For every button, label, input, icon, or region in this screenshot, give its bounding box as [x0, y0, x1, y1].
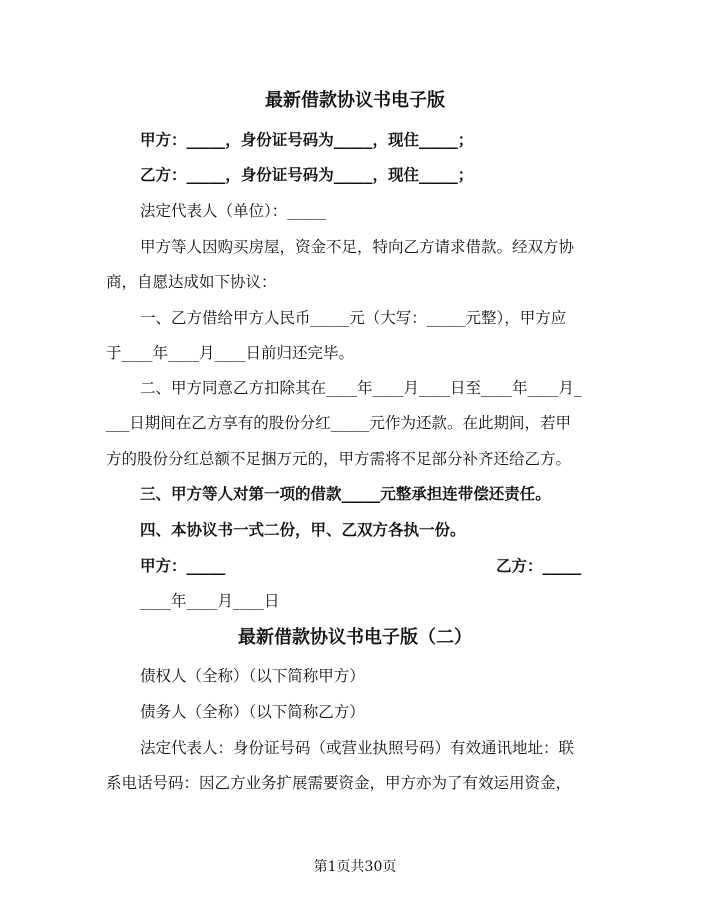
signature-party-a: 甲方：_____: [140, 556, 226, 575]
creditor-line: 债权人（全称）（以下简称甲方）: [140, 667, 365, 685]
section2-legal-line2: 系电话号码：因乙方业务扩展需要资金，甲方亦为了有效运用资金，: [106, 774, 572, 792]
intro-paragraph-line1: 甲方等人因购买房屋，资金不足，特向乙方请求借款。经双方协: [140, 238, 575, 256]
section2-title: 最新借款协议书电子版（二）: [238, 627, 472, 648]
debtor-line: 债务人（全称）（以下简称乙方）: [140, 703, 365, 721]
clause2-line3: 方的股份分红总额不足捆万元的，甲方需将不足部分补齐还给乙方。: [106, 450, 572, 468]
section2-legal-line1: 法定代表人：身份证号码（或营业执照号码）有效通讯地址：联: [140, 739, 575, 757]
section1-title: 最新借款协议书电子版: [265, 90, 445, 111]
intro-paragraph-line2: 商，自愿达成如下协议：: [106, 273, 277, 291]
legal-representative-line: 法定代表人（单位）：_____: [140, 202, 327, 220]
page-number-footer: 第1页共30页: [313, 859, 397, 875]
signature-party-b: 乙方：_____: [496, 556, 582, 575]
signature-date: ____年____月____日: [140, 592, 280, 610]
clause2-line2: ___日期间在乙方享有的股份分红_____元作为还款。在此期间，若甲: [106, 414, 572, 432]
clause2-line1: 二、甲方同意乙方扣除其在____年____月____日至____年____月_: [140, 379, 582, 397]
clause1-line1: 一、乙方借给甲方人民币_____元（大写：_____元整），甲方应: [140, 309, 567, 327]
clause4-line: 四、本协议书一式二份，甲、乙双方各执一份。: [140, 520, 466, 539]
clause1-line2: 于____年____月____日前归还完毕。: [106, 344, 355, 362]
party-a-line: 甲方：_____，身份证号码为_____，现住_____；: [140, 130, 474, 149]
party-b-line: 乙方：_____，身份证号码为_____，现住_____；: [140, 165, 474, 184]
clause3-line: 三、甲方等人对第一项的借款_____元整承担连带偿还责任。: [140, 484, 551, 503]
